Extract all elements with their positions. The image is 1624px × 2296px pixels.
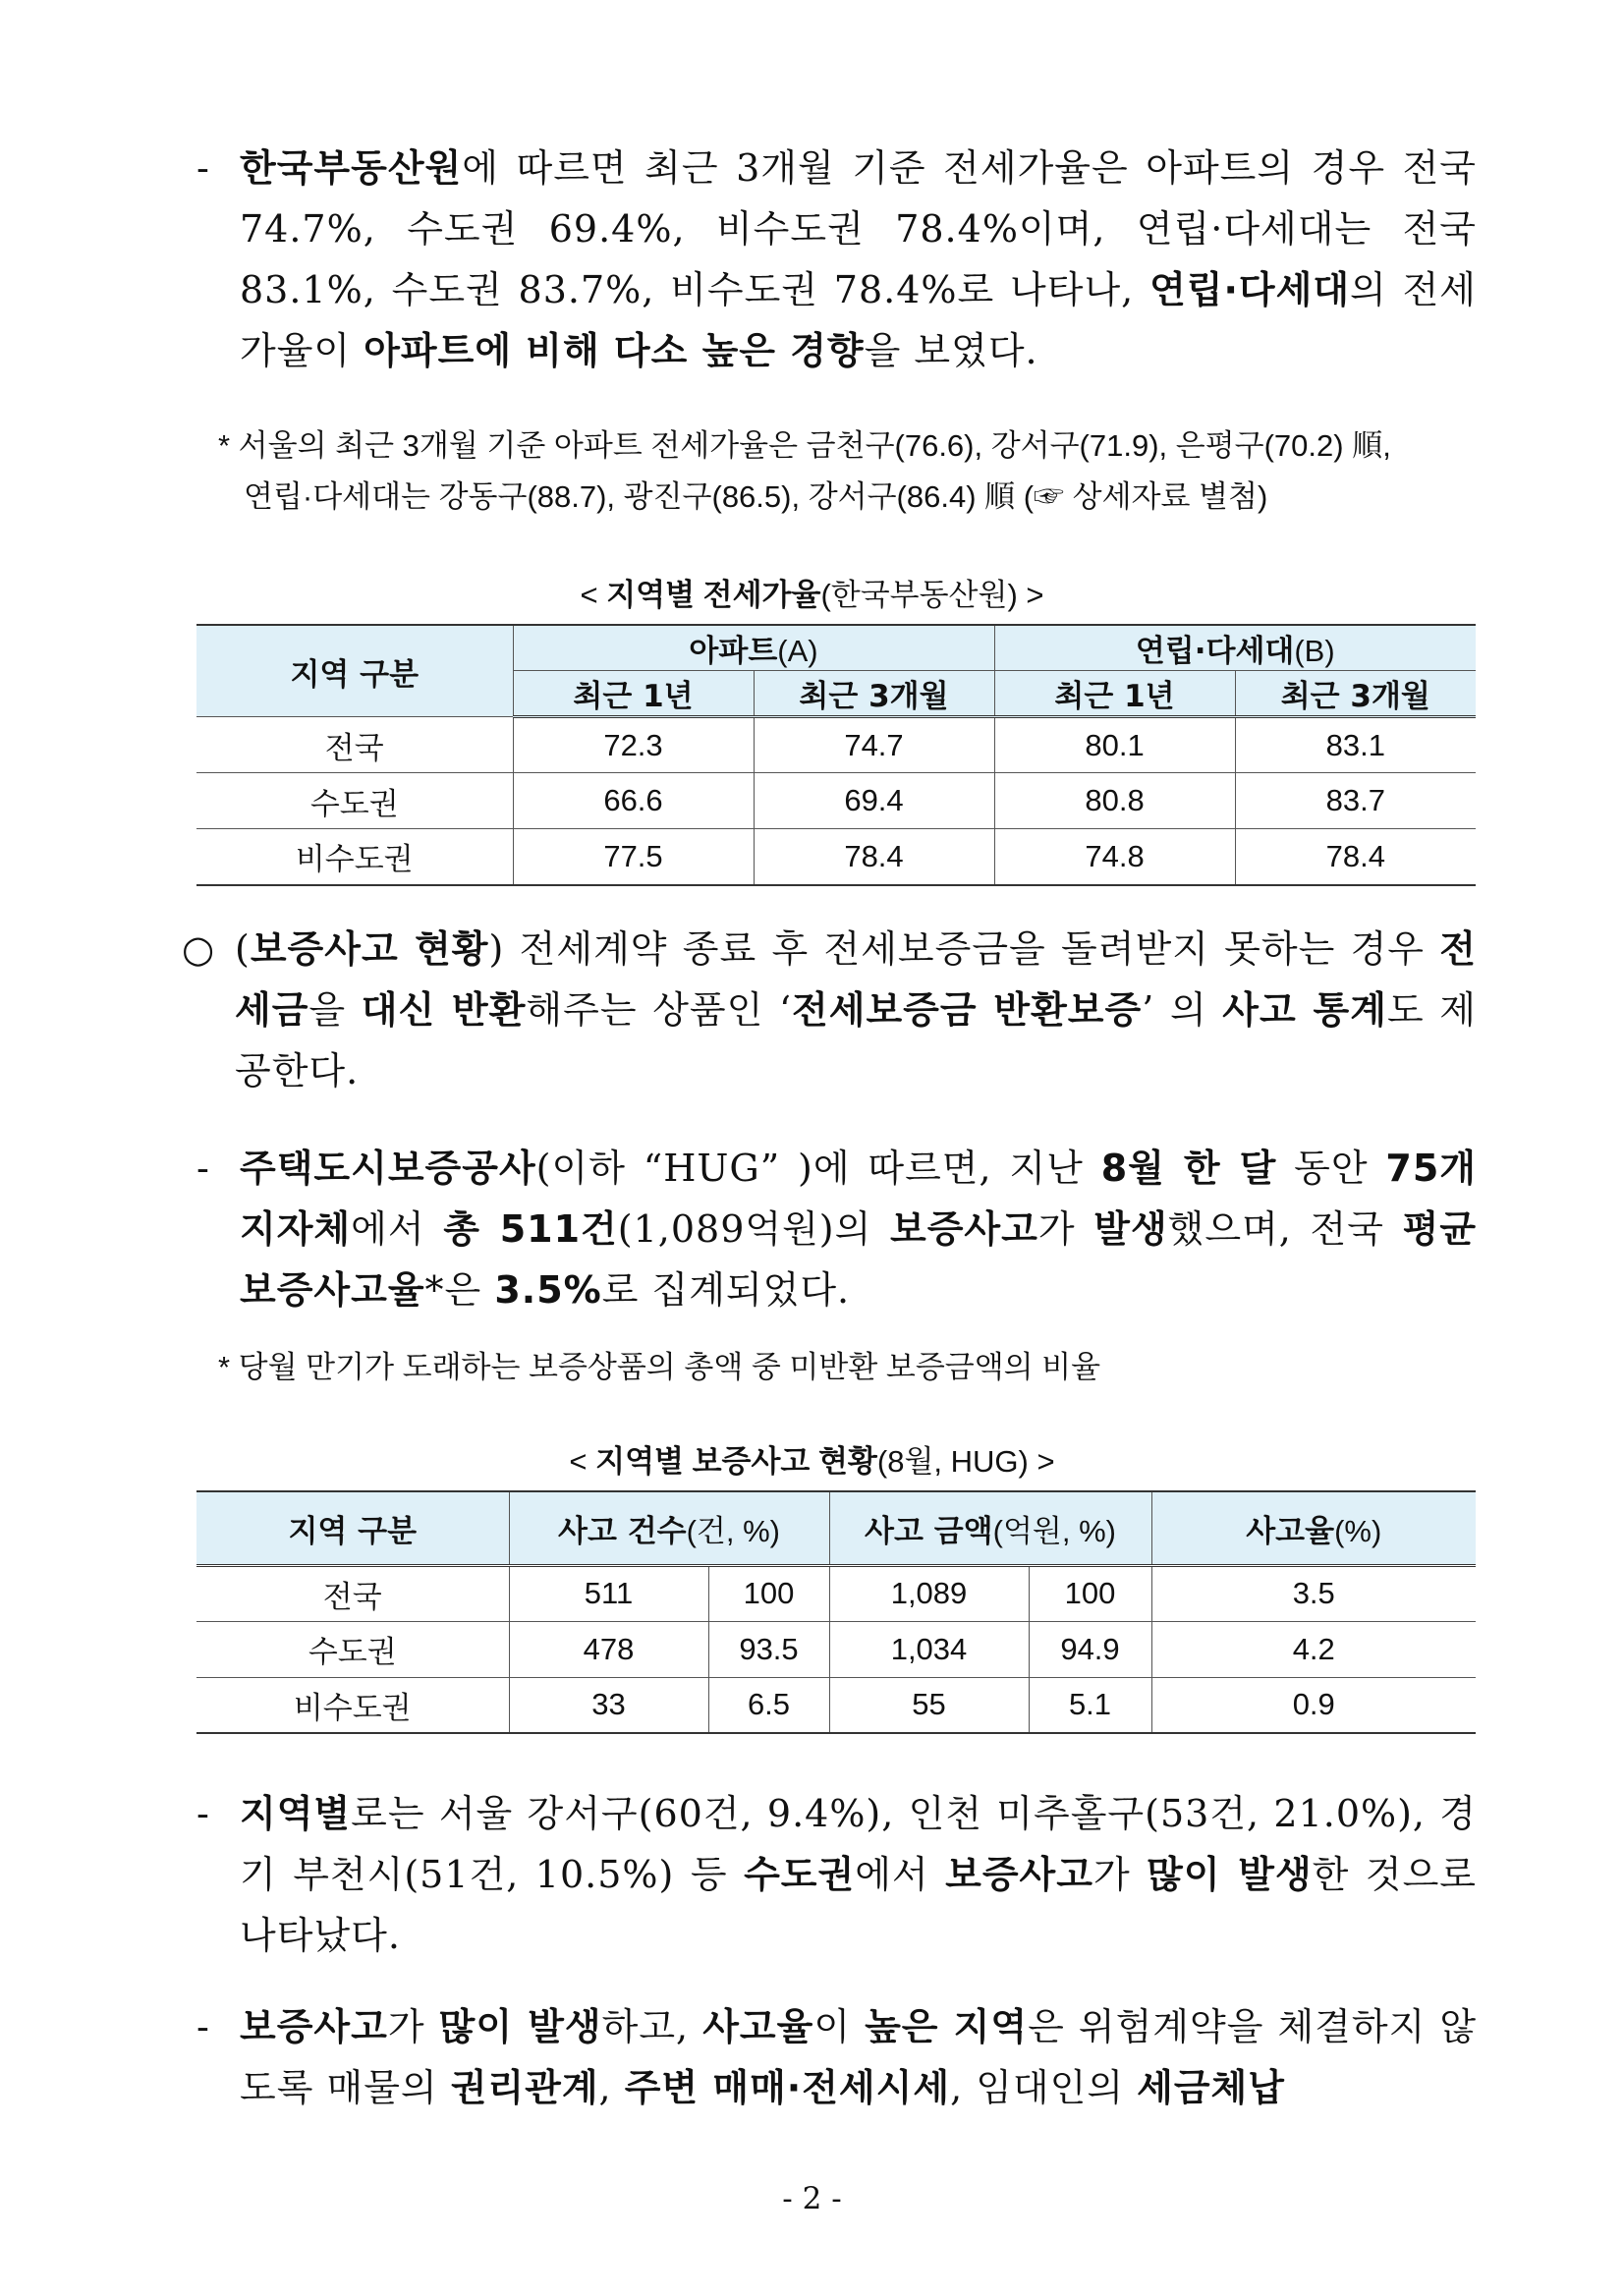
- paragraph-text: 주택도시보증공사(이하 “HUG” )에 따르면, 지난 8월 한 달 동안 75개 지자체에서 총 511건(1,089억원)의 보증사고가 발생했으며, 전국 평균 보증사고율*은 3.5%로 집계되었다.: [240, 1147, 1478, 1312]
- cell-value: 80.1: [994, 717, 1235, 773]
- cell-count-pct: 100: [708, 1565, 829, 1621]
- table-row: [196, 1565, 1476, 1621]
- cell-region: 전국: [196, 717, 513, 773]
- cell-value: 80.8: [994, 773, 1235, 829]
- header-apartment: 아파트(A): [513, 625, 994, 671]
- subheader: 최근 3개월: [1235, 671, 1476, 717]
- cell-region: 비수도권: [196, 1677, 509, 1733]
- header-rate: 사고율(%): [1151, 1491, 1476, 1565]
- table-row: [196, 717, 1476, 773]
- table-caption-guarantee: < 지역별 보증사고 현황(8월, HUG) >: [569, 1444, 1055, 1479]
- cell-region: 전국: [196, 1565, 509, 1621]
- subheader: 최근 3개월: [754, 671, 994, 717]
- paragraph-text: 한국부동산원에 따르면 최근 3개월 기준 전세가율은 아파트의 경우 전국 74.7%, 수도권 69.4%, 비수도권 78.4%이며, 연립·다세대는 전국 83.1%, 수도권 83.7%, 비수도권 78.4%로 나타나, 연립·다세대의 전세가율이 아파트에 비해 다소 높은 경향을 보였다.: [240, 146, 1477, 372]
- header-region: 지역 구분: [196, 625, 513, 717]
- table-row: [196, 829, 1476, 885]
- table-row: [196, 1621, 1476, 1677]
- header-count: 사고 건수(건, %): [509, 1491, 829, 1565]
- cell-amount: 1,034: [829, 1621, 1029, 1677]
- footnote-line: * 서울의 최근 3개월 기준 아파트 전세가율은 금천구(76.6), 강서구(71.9), 은평구(70.2) 順,: [218, 428, 1391, 463]
- cell-count-pct: 93.5: [708, 1621, 829, 1677]
- cell-amount: 55: [829, 1677, 1029, 1733]
- cell-value: 74.7: [754, 717, 994, 773]
- header-villa: 연립·다세대(B): [994, 625, 1476, 671]
- paragraph-jeonse-ratio: [196, 138, 1477, 381]
- cell-value: 78.4: [754, 829, 994, 885]
- cell-value: 83.7: [1235, 773, 1476, 829]
- header-region: 지역 구분: [196, 1491, 509, 1565]
- footnote-line: 연립·다세대는 강동구(88.7), 광진구(86.5), 강서구(86.4) 順 (☞ 상세자료 별첨): [244, 479, 1268, 514]
- dash-bullet: -: [196, 1792, 210, 1835]
- cell-value: 69.4: [754, 773, 994, 829]
- table-guarantee-accidents: [196, 1490, 1476, 1734]
- table-row: [196, 1677, 1476, 1733]
- header-amount: 사고 금액(억원, %): [829, 1491, 1151, 1565]
- cell-amount-pct: 100: [1029, 1565, 1151, 1621]
- page-number: - 2 -: [782, 2181, 842, 2216]
- footnote-rate-definition: * 당월 만기가 도래하는 보증상품의 총액 중 미반환 보증금액의 비율: [218, 1350, 1101, 1384]
- table-jeonse-ratio: [196, 624, 1476, 886]
- cell-amount-pct: 5.1: [1029, 1677, 1151, 1733]
- subheader: 최근 1년: [513, 671, 754, 717]
- dash-bullet: -: [196, 146, 210, 190]
- cell-value: 66.6: [513, 773, 754, 829]
- paragraph-text: 지역별로는 서울 강서구(60건, 9.4%), 인천 미추홀구(53건, 21.0%), 경기 부천시(51건, 10.5%) 등 수도권에서 보증사고가 많이 발생한 것으로 나타났다.: [240, 1792, 1477, 1957]
- cell-rate: 3.5: [1151, 1565, 1476, 1621]
- cell-count: 511: [509, 1565, 708, 1621]
- cell-rate: 4.2: [1151, 1621, 1476, 1677]
- cell-value: 78.4: [1235, 829, 1476, 885]
- table-row: [196, 773, 1476, 829]
- paragraph-regional: [196, 1783, 1477, 1966]
- cell-value: 77.5: [513, 829, 754, 885]
- paragraph-risk-regions: [196, 1996, 1477, 2118]
- cell-count: 33: [509, 1677, 708, 1733]
- paragraph-guarantee-status: [182, 919, 1477, 1101]
- paragraph-hug-stats: [196, 1138, 1477, 1320]
- cell-region: 수도권: [196, 773, 513, 829]
- cell-amount-pct: 94.9: [1029, 1621, 1151, 1677]
- cell-count: 478: [509, 1621, 708, 1677]
- cell-count-pct: 6.5: [708, 1677, 829, 1733]
- cell-value: 74.8: [994, 829, 1235, 885]
- dash-bullet: -: [196, 1147, 210, 1190]
- paragraph-text: (보증사고 현황) 전세계약 종료 후 전세보증금을 돌려받지 못하는 경우 전세금을 대신 반환해주는 상품인 ‘전세보증금 반환보증’ 의 사고 통계도 제공한다.: [235, 927, 1477, 1092]
- circle-bullet: ○: [182, 927, 216, 971]
- subheader: 최근 1년: [994, 671, 1235, 717]
- dash-bullet: -: [196, 2005, 210, 2048]
- cell-value: 83.1: [1235, 717, 1476, 773]
- cell-amount: 1,089: [829, 1565, 1029, 1621]
- cell-region: 비수도권: [196, 829, 513, 885]
- cell-region: 수도권: [196, 1621, 509, 1677]
- footnote-seoul: [218, 420, 1477, 523]
- paragraph-text: 보증사고가 많이 발생하고, 사고율이 높은 지역은 위험계약을 체결하지 않도록 매물의 권리관계, 주변 매매·전세시세, 임대인의 세금체납: [240, 2005, 1478, 2109]
- cell-rate: 0.9: [1151, 1677, 1476, 1733]
- cell-value: 72.3: [513, 717, 754, 773]
- table-caption-jeonse-ratio: < 지역별 전세가율(한국부동산원) >: [580, 578, 1044, 612]
